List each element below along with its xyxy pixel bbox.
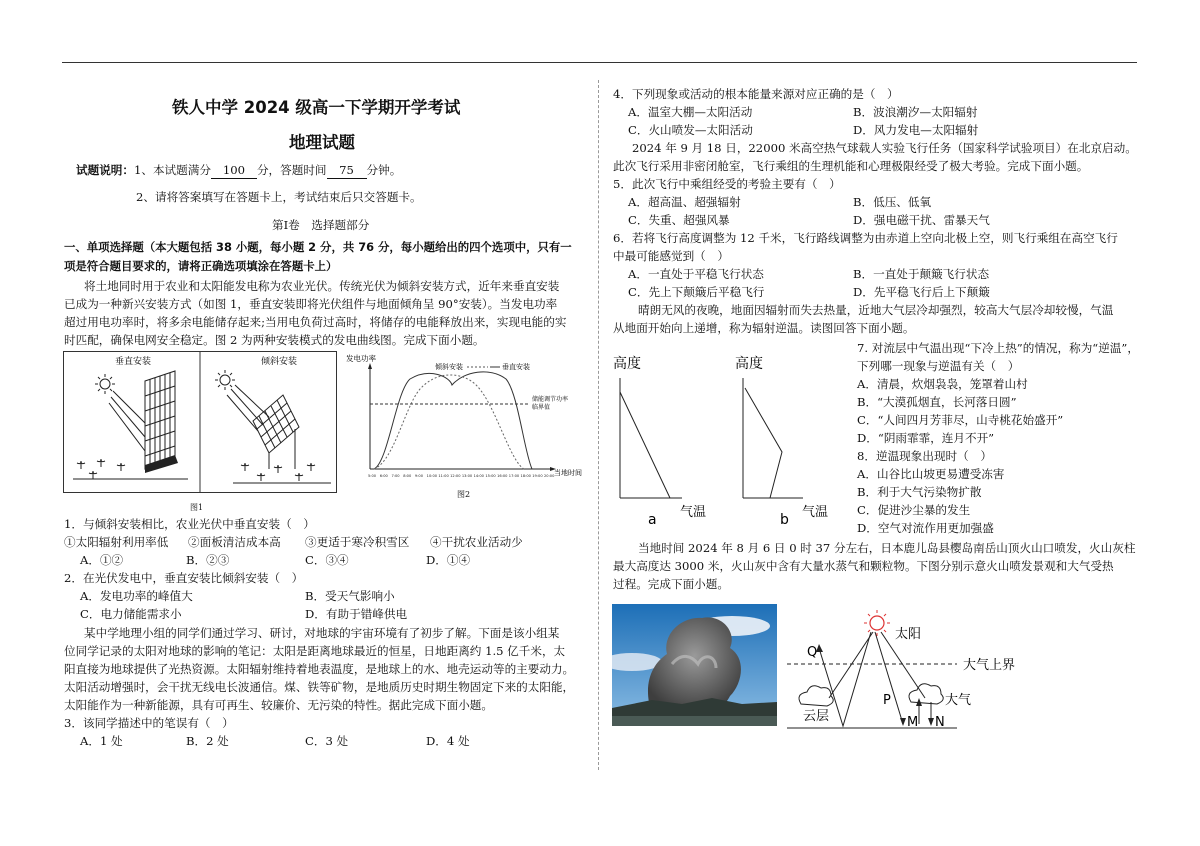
label-Q: Q — [807, 645, 818, 660]
q5-stem: 5．此次飞行中乘组经受的考验主要有（ ） — [613, 177, 841, 191]
part-heading: 第Ⅰ卷 选择题部分 — [272, 218, 370, 232]
figure-2-caption: 图2 — [457, 490, 471, 499]
fig2-tick-label: 12:00 — [450, 474, 461, 478]
sun-icon — [864, 610, 890, 636]
q6-stem-line-1: 6．若将飞行高度调整为 12 千米，飞行路线调整为由赤道上空向北极上空，则飞行乘组在高空飞行 — [613, 231, 1118, 245]
label-sun: 太阳 — [895, 627, 922, 642]
passage1-line: 超过用电功率时，将多余电能储存起来;当用电负荷过高时，将储存的电能释放出来，实现电能的实 — [64, 315, 567, 329]
q6-choice-c[interactable]: C．先上下颠簸后平稳飞行 — [628, 285, 765, 299]
q3-choice-c[interactable]: C．3 处 — [305, 734, 349, 748]
q1-option: ①太阳辐射利用率低 — [64, 535, 169, 549]
q8-choice-a[interactable]: A．山谷比山坡更易遭受冻害 — [857, 467, 1005, 481]
q3-stem: 3．该同学描述中的笔误有（ ） — [64, 716, 234, 730]
chart-b-ylabel: 高度 — [735, 356, 763, 372]
q6-choice-d[interactable]: D．先平稳飞行后上下颠簸 — [853, 285, 990, 299]
q7-choice-b[interactable]: B．“大漠孤烟直，长河落日圆” — [857, 395, 1017, 409]
fig2-tick-label: 11:00 — [438, 474, 449, 478]
q6-choice-b[interactable]: B．一直处于颠簸飞行状态 — [853, 267, 990, 281]
passage2-line: 位同学记录的太阳对地球的影响的笔记：太阳是距离地球最近的恒星，日地距离约 1.5 亿千米，太 — [64, 644, 566, 658]
threshold-label-2: 临界值 — [532, 404, 551, 411]
q2-choice-a[interactable]: A．发电功率的峰值大 — [80, 589, 193, 603]
q4-choice-a[interactable]: A．温室大棚—太阳活动 — [628, 105, 753, 119]
fig2-tick-label: 18:00 — [520, 474, 531, 478]
fig2-tick-label: 10:00 — [426, 474, 438, 478]
threshold-label-1: 储能调节功率 — [532, 396, 569, 403]
chart-a-xlabel: 气温 — [680, 505, 707, 520]
label-M: M — [907, 715, 919, 730]
label-cloud: 云层 — [803, 709, 830, 724]
exam-subtitle: 地理试题 — [289, 133, 355, 152]
q1-option: ③更适于寒冷积雪区 — [305, 535, 410, 549]
q2-choice-c[interactable]: C．电力储能需求小 — [80, 607, 182, 621]
passage3-line: 此次飞行采用非密闭舱室，飞行乘组的生理机能和心理极限经受了极大考验。完成下面小题。 — [613, 159, 1089, 173]
q7-choice-a[interactable]: A．清晨，炊烟袅袅，笼罩着山村 — [857, 377, 1028, 391]
q5-choice-a[interactable]: A．超高温、超强辐射 — [628, 195, 741, 209]
passage4-line: 从地面开始向上递增，称为辐射逆温。读图回答下面小题。 — [613, 321, 915, 335]
chart-a-ylabel: 高度 — [613, 356, 641, 372]
fig2-tick-label: 8:00 — [403, 474, 412, 478]
fig2-legend-tilted: 倾斜安装 — [435, 363, 463, 371]
fig2-tick-label: 20:00 — [544, 474, 555, 478]
label-vertical: 垂直安装 — [115, 357, 152, 367]
fig2-xlabel: 当地时间 — [554, 469, 582, 477]
cloud-icon — [799, 684, 943, 706]
vertical-curve — [374, 372, 532, 469]
label-P: P — [883, 693, 891, 708]
q7-stem-line-1: 7. 对流层中气温出现“下冷上热”的情况，称为“逆温”， — [857, 341, 1139, 355]
q8-choice-d[interactable]: D．空气对流作用更加强盛 — [857, 521, 994, 535]
fig2-tick-label: 16:00 — [497, 474, 508, 478]
q2-choice-d[interactable]: D．有助于错峰供电 — [305, 607, 408, 621]
q2-stem: 2．在光伏发电中，垂直安装比倾斜安装（ ） — [64, 571, 304, 585]
passage5-line: 当地时间 2024 年 8 月 6 日 0 时 37 分左右，日本鹿儿岛县樱岛南岳山顶火山口喷发，火山灰柱 — [638, 541, 1136, 555]
q3-choice-a[interactable]: A．1 处 — [80, 734, 123, 748]
full-score: 100 — [211, 163, 257, 179]
q4-choice-b[interactable]: B．波浪潮汐—太阳辐射 — [853, 105, 978, 119]
fig2-tick-label: 15:00 — [485, 474, 496, 478]
passage3-line: 2024 年 9 月 18 日，22000 米高空热气球载人实验飞行任务（国家科学试验项目）在北京启动。 — [632, 141, 1137, 155]
passage1-line: 将土地同时用于农业和太阳能发电称为农业光伏。传统光伏为倾斜安装方式，近年来垂直安装 — [84, 279, 560, 293]
q1-choice-a[interactable]: A．①② — [80, 553, 124, 567]
inversion-charts — [610, 348, 850, 533]
q1-option: ④干扰农业活动少 — [430, 535, 523, 549]
fig2-tick-label: 19:00 — [532, 474, 543, 478]
radiation-arrows — [819, 632, 931, 726]
passage4-line: 晴朗无风的夜晚，地面因辐射而失去热量，近地大气层冷却强烈，较高大气层冷却较慢，气温 — [638, 303, 1114, 317]
fig2-tick-label: 13:00 — [461, 474, 473, 478]
curve-a — [620, 392, 670, 498]
label-atm: 大气 — [945, 693, 972, 708]
sun-icon — [95, 374, 115, 394]
tilted-panel — [227, 385, 299, 469]
column-divider — [598, 80, 600, 770]
label-b: b — [780, 512, 789, 528]
curve-b — [745, 388, 782, 498]
volcano-photo — [612, 604, 777, 726]
q5-choice-b[interactable]: B．低压、低氧 — [853, 195, 932, 209]
fig2-tick-label: 17:00 — [508, 474, 520, 478]
sun-icon — [215, 370, 235, 390]
fig2-tick-label: 9:00 — [414, 474, 424, 478]
q6-choice-a[interactable]: A．一直处于平稳飞行状态 — [628, 267, 764, 281]
exam-time: 75 — [327, 163, 367, 179]
q8-choice-c[interactable]: C．促进沙尘暴的发生 — [857, 503, 971, 517]
fig2-tick-label: 14:00 — [473, 474, 484, 478]
q3-choice-d[interactable]: D．4 处 — [426, 734, 470, 748]
passage2-line: 某中学地理小组的同学们通过学习、研讨，对地球的宇宙环境有了初步了解。下面是该小组某 — [84, 626, 560, 640]
exam-title: 铁人中学 2024 级高一下学期开学考试 — [172, 98, 461, 117]
passage5-line: 过程。完成下面小题。 — [613, 577, 729, 591]
q5-choice-d[interactable]: D．强电磁干扰、雷暴天气 — [853, 213, 990, 227]
tilted-curve — [374, 375, 524, 469]
q3-choice-b[interactable]: B．2 处 — [186, 734, 229, 748]
q4-stem: 4．下列现象或活动的根本能量来源对应正确的是（ ） — [613, 87, 899, 101]
label-tilted: 倾斜安装 — [261, 357, 298, 367]
fig2-ylabel: 发电功率 — [346, 354, 376, 363]
q7-choice-c[interactable]: C．“人间四月芳菲尽，山寺桃花始盛开” — [857, 413, 1064, 427]
fig2-tick-labels — [368, 474, 555, 478]
fig2-legend-vertical: 垂直安装 — [502, 363, 530, 371]
q7-choice-d[interactable]: D．“阴雨霏霏，连月不开” — [857, 431, 995, 445]
top-rule — [62, 62, 1137, 63]
q7-stem-line-2: 下列哪一现象与逆温有关（ ） — [857, 359, 1020, 373]
section-title-line-2: 项是符合题目要求的，请将正确选项填涂在答题卡上） — [64, 259, 338, 273]
instructions-line-1: 试题说明：1、本试题满分 100 分，答题时间 75 分钟。 — [76, 163, 402, 177]
figure-1-caption: 图1 — [190, 503, 204, 512]
q8-stem: 8．逆温现象出现时（ ） — [857, 449, 992, 463]
label-upper: 大气上界 — [963, 658, 1016, 673]
fig2-tick-label: 5:00 — [368, 474, 377, 478]
label-a: a — [648, 512, 657, 528]
q8-choice-b[interactable]: B．利于大气污染物扩散 — [857, 485, 982, 499]
q1-option: ②面板清洁成本高 — [188, 535, 281, 549]
figure-1-install-modes — [63, 351, 337, 494]
label-N: N — [935, 715, 945, 730]
q5-choice-c[interactable]: C．失重、超强风暴 — [628, 213, 730, 227]
figure-2-power-curve — [340, 351, 590, 499]
passage2-line: 阳直接为地球提供了光热资源。太阳辐射维持着地表温度，是地球上的水、地壳运动等的主要动力。 — [64, 662, 575, 676]
q1-choice-c[interactable]: C．③④ — [305, 553, 349, 567]
passage2-line: 太阳能作为一种新能源，具有可再生、较廉价、无污染的特性。据此完成下面小题。 — [64, 698, 493, 712]
passage5-line: 最大高度达 3000 米，火山灰中含有大量水蒸气和颗粒物。下图分别示意火山喷发景观和大气受热 — [613, 559, 1114, 573]
q2-choice-b[interactable]: B．受天气影响小 — [305, 589, 395, 603]
passage1-line: 时匹配，确保电网安全稳定。图 2 为两种安装模式的发电曲线图。完成下面小题。 — [64, 333, 485, 347]
section-title-line-1: 一、单项选择题（本大题包括 38 小题，每小题 2 分，共 76 分，每小题给出的四个选项中，只有一 — [64, 240, 572, 254]
vertical-panel — [109, 371, 175, 469]
fig2-tick-label: 6:00 — [379, 474, 388, 478]
q1-choice-b[interactable]: B．②③ — [186, 553, 230, 567]
q4-choice-c[interactable]: C．火山喷发—太阳活动 — [628, 123, 753, 137]
q6-stem-line-2: 中最可能感觉到（ ） — [613, 249, 729, 263]
crops-icon — [233, 463, 331, 483]
atmosphere-heating-diagram — [785, 606, 1025, 736]
q1-choice-d[interactable]: D．①④ — [426, 553, 471, 567]
fig2-tick-label: 7:00 — [391, 474, 400, 478]
passage1-line: 已成为一种新兴安装方式（如图 1，垂直安装即将光伏组件与地面倾角呈 90°安装）。当发电功率 — [64, 297, 558, 311]
chart-b-xlabel: 气温 — [802, 505, 829, 520]
instructions-line-2: 2、请将答案填写在答题卡上，考试结束后只交答题卡。 — [136, 190, 422, 204]
q1-stem: 1．与倾斜安装相比，农业光伏中垂直安装（ ） — [64, 517, 315, 531]
passage2-line: 太阳活动增强时，会干扰无线电长波通信。煤、铁等矿物，是地质历史时期生物固定下来的太阳能， — [64, 680, 575, 694]
q4-choice-d[interactable]: D．风力发电—太阳辐射 — [853, 123, 979, 137]
